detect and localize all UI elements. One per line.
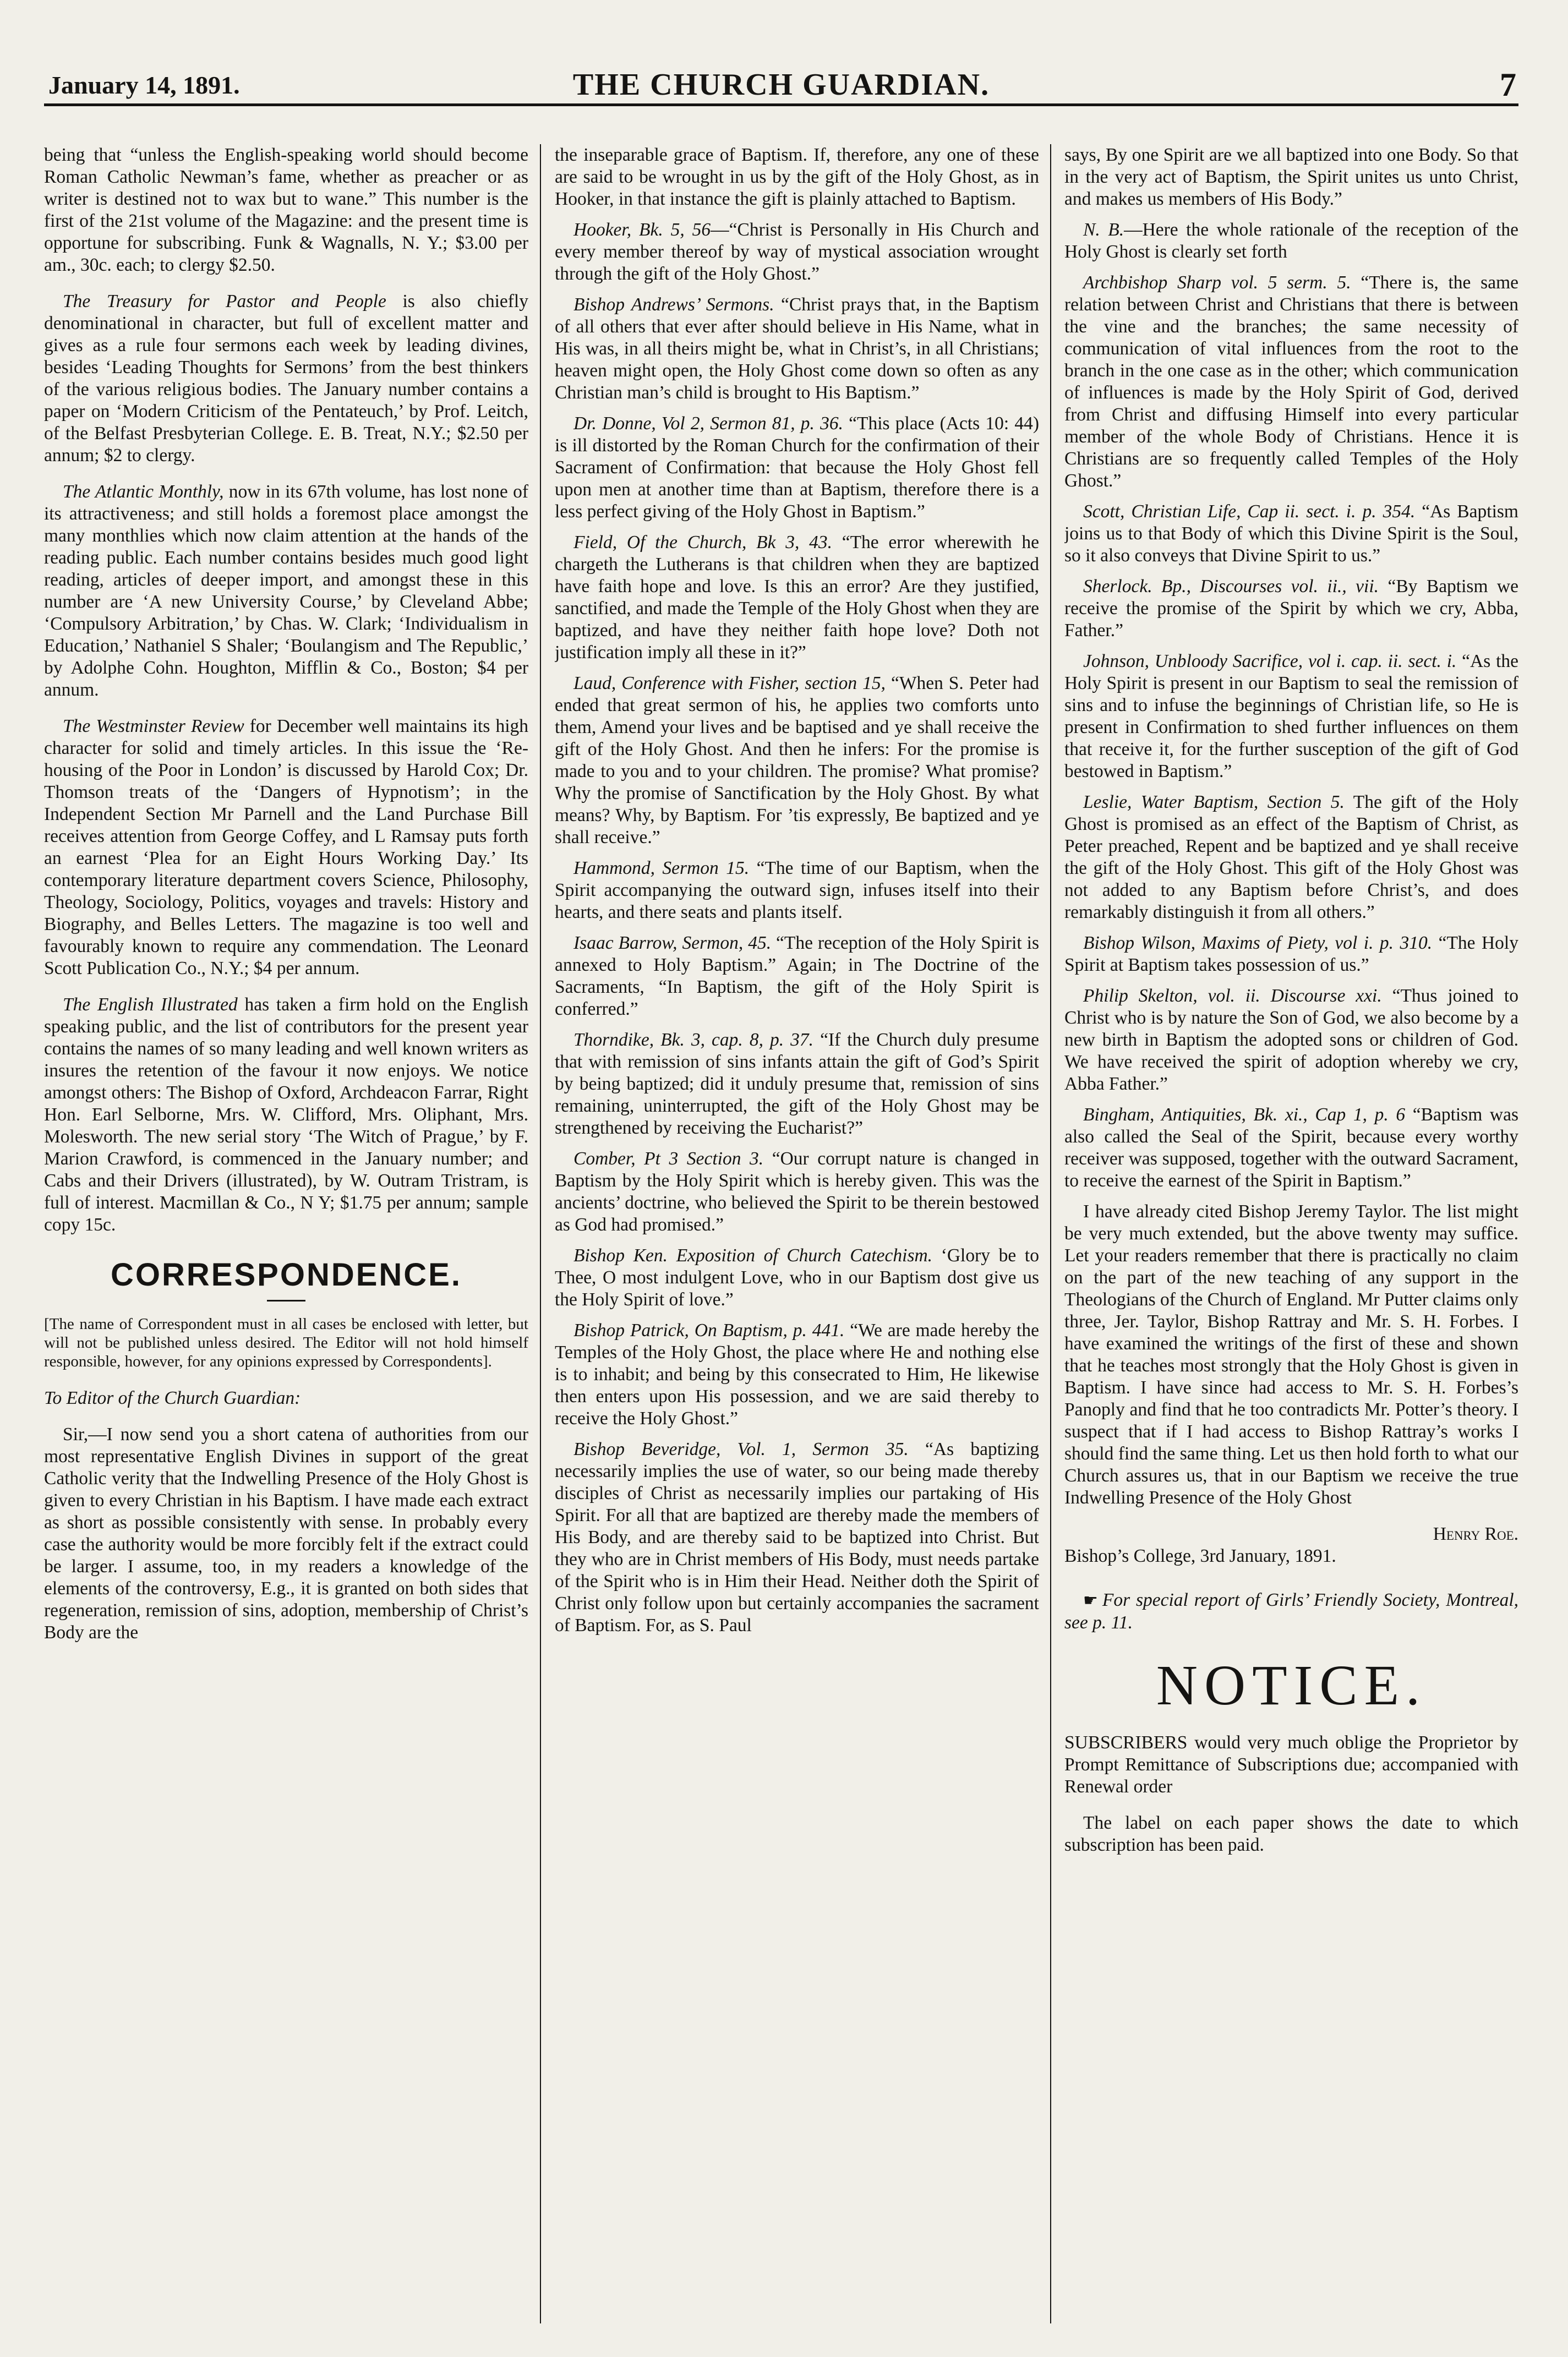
salutation: To Editor of the Church Guardian: — [44, 1388, 301, 1408]
citation: N. B.—Here the whole rationale of the reception of the Holy Ghost is clearly set forth — [1064, 220, 1518, 262]
citation: Bishop Andrews’ Sermons. “Christ prays that, in the Baptism of all others that ever after should believe in His Name, what in His was, in all theirs might be, what in Christ’s, in all Christians; heaven might open, the Holy Ghost come down so often as any Christian man’s child is brought to His Baptism.” — [555, 294, 1039, 403]
letter-signature: Henry Roe. — [1433, 1524, 1518, 1544]
editorial-note: [The name of Correspondent must in all cases be enclosed with letter, but will not be published unless desired. The Editor will not hold himself responsible, however, for any opinions expressed by Correspondents]. — [44, 1315, 528, 1370]
column-1 — [44, 144, 528, 2323]
pointing-hand-icon: ☛ — [1083, 1592, 1098, 1610]
citation: Dr. Donne, Vol 2, Sermon 81, p. 36. “This place (Acts 10: 44) is ill distorted by the Roman Church for the confirmation of their Sacrament of Confirmation: that because the Holy Ghost fell upon men at another time than at Baptism, therefore there is a less perfect giving of the Holy Ghost in Baptism.” — [555, 413, 1039, 522]
paragraph: The Atlantic Monthly, now in its 67th volume, has lost none of its attractiveness; and still holds a foremost place amongst the many monthlies which now claim attention at the hands of the reading public. Each number contains besides much good light reading, articles of deeper import, and amongst these in this number are ‘A new University Course,’ by Cleveland Abbe; ‘Compulsory Arbitration,’ by Chas. W. Clark; ‘Individualism in Education,’ Nathaniel S Shaler; ‘Boulangism and The Republic,’ by Adolphe Cohn. Houghton, Mifflin & Co., Boston; $4 per annum. — [44, 482, 528, 700]
citation: Johnson, Unbloody Sacrifice, vol i. cap. ii. sect. i. “As the Holy Spirit is present in our Baptism to seal the remission of sins and to infuse the beginnings of Christian life, so He is present in Confirmation to shed further influences on them that receive it, for the further susception of the gift of God bestowed in Baptism.” — [1064, 651, 1518, 781]
citation: Field, Of the Church, Bk 3, 43. “The error wherewith he chargeth the Lutherans is that children when they are baptized have faith hope and love. Is this an error? Are they justified, sanctified, and made the Temple of the Holy Ghost when they are baptized, and have they neither faith hope love? Doth not justification imply all these in it?” — [555, 532, 1039, 663]
paragraph: The Treasury for Pastor and People is also chiefly denominational in character, but full of excellent matter and gives as a rule four sermons each week by leading divines, besides ‘Leading Thoughts for Sermons’ from the best thinkers of the various religious bodies. The January number contains a paper on ‘Modern Criticism of the Pentateuch,’ by Prof. Leitch, of the Belfast Presbyterian College. E. B. Treat, N.Y.; $2.50 per annum; $2 to clergy. — [44, 291, 528, 466]
divider — [267, 1300, 305, 1301]
citation: Isaac Barrow, Sermon, 45. “The reception of the Holy Spirit is annexed to Holy Baptism.” Again; in The Doctrine of the Sacraments, “In Baptism, the gift of the Holy Spirit is conferred.” — [555, 933, 1039, 1019]
citation: Laud, Conference with Fisher, section 15, “When S. Peter had ended that great sermon of his, he applies two comforts unto them, Amend your lives and be baptised and ye shall receive the gift of the Holy Ghost. And then he infers: For the promise is made to you and to your children. The promise? What promise? Why the promise of Sanctification by the Holy Ghost. By what means? Why, by Baptism. For ’tis expressly, Be baptized and ye shall receive.” — [555, 673, 1039, 847]
letter-paragraph: Sir,—I now send you a short catena of authorities from our most representative English Divines in support of the great Catholic verity that the Indwelling Presence of the Holy Ghost is given to every Christian in his Baptism. I have made each extract as short as possible consistently with sense. In probably every case the authority would be more forcibly felt if the extract could be larger. I assume, too, in my readers a knowledge of the elements of the controversy, E.g., it is granted on both sides that regeneration, remission of sins, adoption, membership of Christ’s Body are the — [44, 1424, 528, 1643]
publication-name: The Westminster Review — [63, 716, 244, 736]
paragraph: being that “unless the English-speaking world should become Roman Catholic Newman’s fame, whether as preacher or as writer is destined not to wax but to wane.” This number is the first of the 21st volume of the Magazine: and the present time is opportune for subscribing. Funk & Wagnalls, N. Y.; $3.00 per am., 30c. each; to clergy $2.50. — [44, 145, 528, 275]
citation: Bishop Beveridge, Vol. 1, Sermon 35. “As baptizing necessarily implies the use of water, so our being made thereby disciples of Christ as necessarily implies our partaking of His Spirit. For all that are baptized are thereby made the members of His Body, and are thereby said to be baptized into Christ. But they who are in Christ members of His Body, must needs partake of the Spirit who is in Him their Head. Neither doth the Spirit of Christ only follow upon but certainly accompanies the sacrament of Baptism. For, as S. Paul — [555, 1439, 1039, 1636]
paragraph: The English Illustrated has taken a firm hold on the English speaking public, and the list of contributors for the present year contains the names of so many leading and well known writers as insures the retention of the favour it now enjoys. We notice amongst others: The Bishop of Oxford, Archdeacon Farrar, Right Hon. Earl Selborne, Mrs. W. Clifford, Mrs. Oliphant, Mrs. Molesworth. The new serial story ‘The Witch of Prague,’ by F. Marion Crawford, is commenced in the January number; and Cabs and their Drivers (illustrated), by W. Outram Tristram, is full of interest. Macmillan & Co., N Y; $1.75 per annum; sample copy 15c. — [44, 994, 528, 1235]
notice-paragraph: SUBSCRIBERS would very much oblige the Proprietor by Prompt Remittance of Subscriptions due; accompanied with Renewal order — [1064, 1732, 1518, 1797]
page-header — [44, 65, 1518, 106]
paragraph: the inseparable grace of Baptism. If, therefore, any one of these are said to be wrought in us by the gift of the Holy Ghost, as in Hooker, in that instance the gift is plainly attached to Baptism. — [555, 145, 1039, 209]
citation: Leslie, Water Baptism, Section 5. The gift of the Holy Ghost is promised as an effect of the Baptism of Christ, as Peter preached, Repent and be baptized and ye shall receive the gift of the Holy Ghost. This gift of the Holy Ghost was not added to any Baptism before Christ’s, and does remarkably distinguish it from all others.” — [1064, 792, 1518, 922]
citation: Hooker, Bk. 5, 56—“Christ is Personally in His Church and every member thereof by way of mystical association wrought through the gift of the Holy Ghost.” — [555, 220, 1039, 284]
issue-date: January 14, 1891. — [48, 71, 240, 99]
notice-heading: NOTICE. — [1156, 1654, 1427, 1717]
citation: Sherlock. Bp., Discourses vol. ii., vii. “By Baptism we receive the promise of the Spirit by which we cry, Abba, Father.” — [1064, 576, 1518, 641]
column-rule — [540, 144, 541, 2323]
newspaper-title: THE CHURCH GUARDIAN. — [572, 68, 990, 102]
column-3 — [1064, 144, 1518, 2323]
citation: Thorndike, Bk. 3, cap. 8, p. 37. “If the Church duly presume that with remission of sins infants attain the gift of God’s Spirit by being baptized; did it unduly presume that, remission of sins remaining, uninterrupted, the gift of the Holy Ghost may be strengthened by receiving the Eucharist?” — [555, 1030, 1039, 1138]
citation: Bishop Patrick, On Baptism, p. 441. “We are made hereby the Temples of the Holy Ghost, the place where He and nothing else is to inhabit; and being by this consecrated to Him, He likewise then enters upon His possession, and we are said thereby to receive the Holy Ghost.” — [555, 1320, 1039, 1429]
publication-name: The Atlantic Monthly, — [63, 482, 224, 502]
publication-name: The Treasury for Pastor and People — [63, 291, 386, 311]
publication-name: The English Illustrated — [63, 994, 238, 1015]
letter-paragraph: I have already cited Bishop Jeremy Taylor. The list might be very much extended, but the above twenty may suffice. Let your readers remember that there is practically no claim on the part of the new teaching of any support in the Theologians of the Church of England. Mr Putter claims only three, Jer. Taylor, Bishop Rattray and Mr. S. H. Forbes. I have examined the writings of the first of these and shown that he teaches most strongly that the Holy Ghost is given in Baptism. I have since had access to Mr. S. H. Forbes’s Panoply and find that he too contradicts Mr. Potter’s theory. I suspect that if I had access to Bishop Rattray’s works I should find the same thing. Let us then hold forth to what our Church assures us, that in our Baptism we receive the true Indwelling Presence of the Holy Ghost — [1064, 1201, 1518, 1508]
section-heading: CORRESPONDENCE. — [111, 1257, 462, 1293]
citation: Bingham, Antiquities, Bk. xi., Cap 1, p. 6 “Baptism was also called the Seal of the Spirit, because every worthy receiver was supposed, together with the outward Sacrament, to receive the earnest of the Spirit in Baptism.” — [1064, 1104, 1518, 1191]
citation: Archbishop Sharp vol. 5 serm. 5. “There is, the same relation between Christ and Christians that there is between the vine and the branches; the same necessity of communication of vital influences from the root to the branch in the one case as in the other; which communication of influences is made by the Holy Spirit of God, derived from Christ and diffusing Himself into every particular member of the whole Body of Christians. Hence it is Christians are so frequently called Temples of the Holy Ghost.” — [1064, 272, 1518, 491]
citation: Comber, Pt 3 Section 3. “Our corrupt nature is changed in Baptism by the Holy Spirit which is hereby given. This was the ancients’ doctrine, who believed the Spirit to be therein bestowed as God had promised.” — [555, 1149, 1039, 1235]
paragraph: The Westminster Review for December well maintains its high character for solid and timely articles. In this issue the ‘Re-housing of the Poor in London’ is discussed by Harold Cox; Dr. Thomson treats of the ‘Dangers of Hypnotism’; in the Independent Section Mr Parnell and the Land Purchase Bill receives attention from George Coffey, and L Ramsay puts forth an earnest ‘Plea for an Eight Hours Working Day.’ Its contemporary literature department covers Science, Philosophy, Theology, Sociology, Politics, voyages and travels: History and Biography, and Belles Letters. The magazine is too well and favourably known to require any commendation. The Leonard Scott Publication Co., N.Y.; $4 per annum. — [44, 716, 528, 978]
citation: Hammond, Sermon 15. “The time of our Baptism, when the Spirit accompanying the outward sign, infuses itself into their hearts, and there seats and plants itself. — [555, 858, 1039, 922]
notice-paragraph: The label on each paper shows the date to which subscription has been paid. — [1064, 1813, 1518, 1855]
column-rule — [1050, 144, 1051, 2323]
letter-dateline: Bishop’s College, 3rd January, 1891. — [1064, 1546, 1336, 1566]
special-report-note: ☛ For special report of Girls’ Friendly Society, Montreal, see p. 11. — [1064, 1590, 1518, 1633]
column-2 — [555, 144, 1039, 2323]
page-number: 7 — [1500, 67, 1516, 103]
citation: Philip Skelton, vol. ii. Discourse xxi. “Thus joined to Christ who is by nature the Son of God, we also become by a new birth in Baptism the adopted sons or children of God. We have received the spirit of adoption whereby we cry, Abba Father.” — [1064, 986, 1518, 1094]
paragraph: says, By one Spirit are we all baptized into one Body. So that in the very act of Baptism, the Spirit unites us unto Christ, and makes us members of His Body.” — [1064, 145, 1518, 209]
citation: Scott, Christian Life, Cap ii. sect. i. p. 354. “As Baptism joins us to that Body of which this Divine Spirit is the Soul, so it also conveys that Divine Spirit to us.” — [1064, 501, 1518, 566]
citation: Bishop Ken. Exposition of Church Catechism. ‘Glory be to Thee, O most indulgent Love, who in our Baptism dost give us the Holy Spirit of love.” — [555, 1245, 1039, 1310]
citation: Bishop Wilson, Maxims of Piety, vol i. p. 310. “The Holy Spirit at Baptism takes possession of us.” — [1064, 933, 1518, 975]
